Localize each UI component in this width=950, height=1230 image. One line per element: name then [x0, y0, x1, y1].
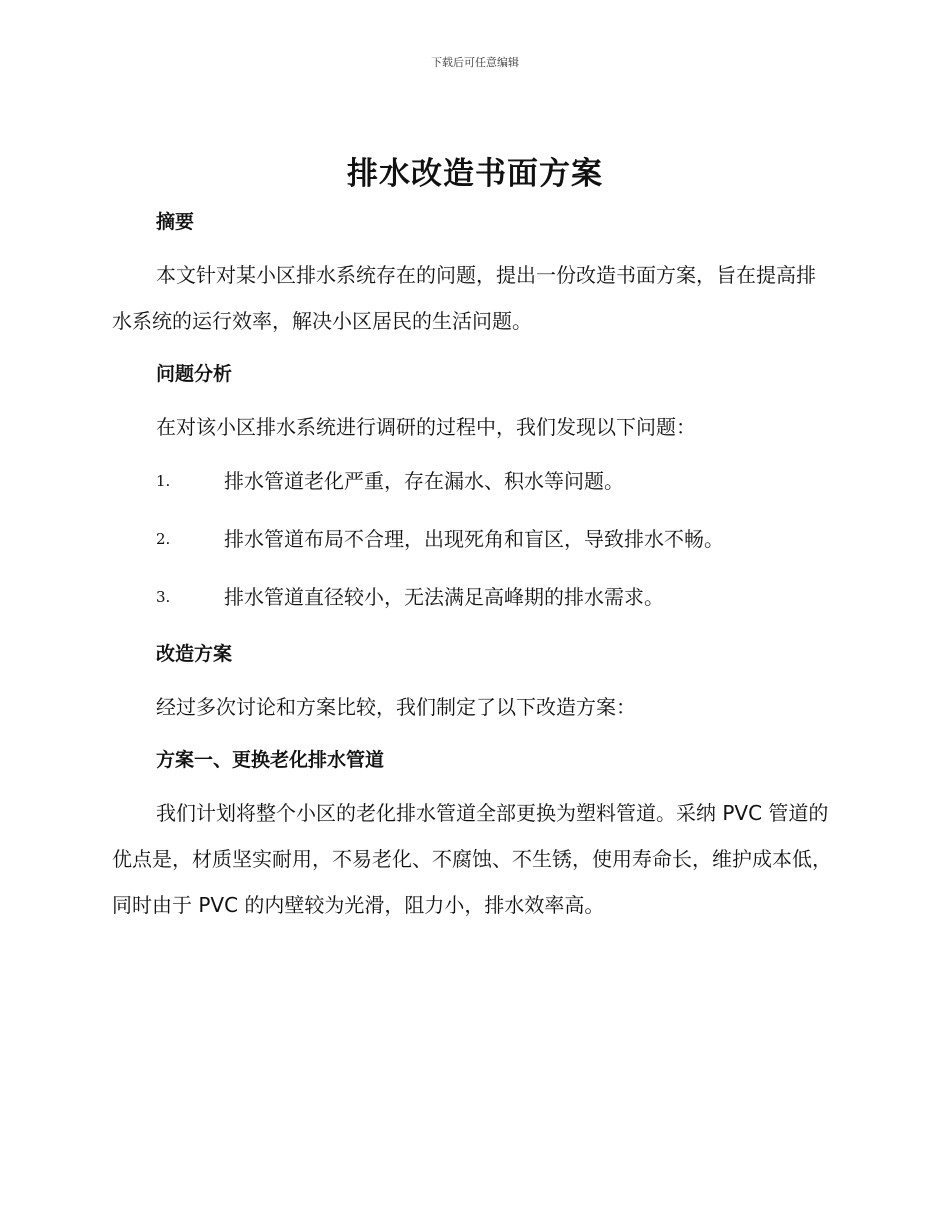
plan-intro: 经过多次讨论和方案比较，我们制定了以下改造方案：	[156, 695, 636, 719]
list-text: 排水管道直径较小，无法满足高峰期的排水需求。	[224, 585, 664, 609]
list-number: 1.	[156, 472, 171, 490]
list-text: 排水管道布局不合理，出现死角和盲区，导致排水不畅。	[224, 527, 724, 551]
list-text: 排水管道老化严重，存在漏水、积水等问题。	[224, 469, 624, 493]
analysis-heading: 问题分析	[156, 363, 233, 385]
list-item	[112, 520, 832, 558]
abstract-paragraph: 本文针对某小区排水系统存在的问题，提出一份改造书面方案，旨在提高排水系统的运行效率，解决小区居民的生活问题。	[112, 263, 816, 333]
list-number: 2.	[156, 530, 171, 548]
analysis-intro: 在对该小区排水系统进行调研的过程中，我们发现以下问题：	[156, 415, 696, 439]
option1-heading: 方案一、更换老化排水管道	[156, 749, 385, 771]
page-header: 下载后可任意编辑	[431, 56, 519, 69]
list-number: 3.	[156, 588, 171, 606]
document-title: 排水改造书面方案	[347, 156, 603, 192]
plan-heading: 改造方案	[156, 643, 233, 665]
list-item	[112, 578, 832, 616]
option1-paragraph: 我们计划将整个小区的老化排水管道全部更换为塑料管道。采纳 PVC 管道的优点是，材质坚实耐用，不易老化、不腐蚀、不生锈，使用寿命长，维护成本低，同时由于 PVC 的内壁较为光滑，阻力小，排水效率高。	[112, 801, 832, 917]
list-item	[112, 462, 832, 500]
abstract-heading: 摘要	[156, 211, 195, 233]
document-body	[112, 204, 832, 928]
